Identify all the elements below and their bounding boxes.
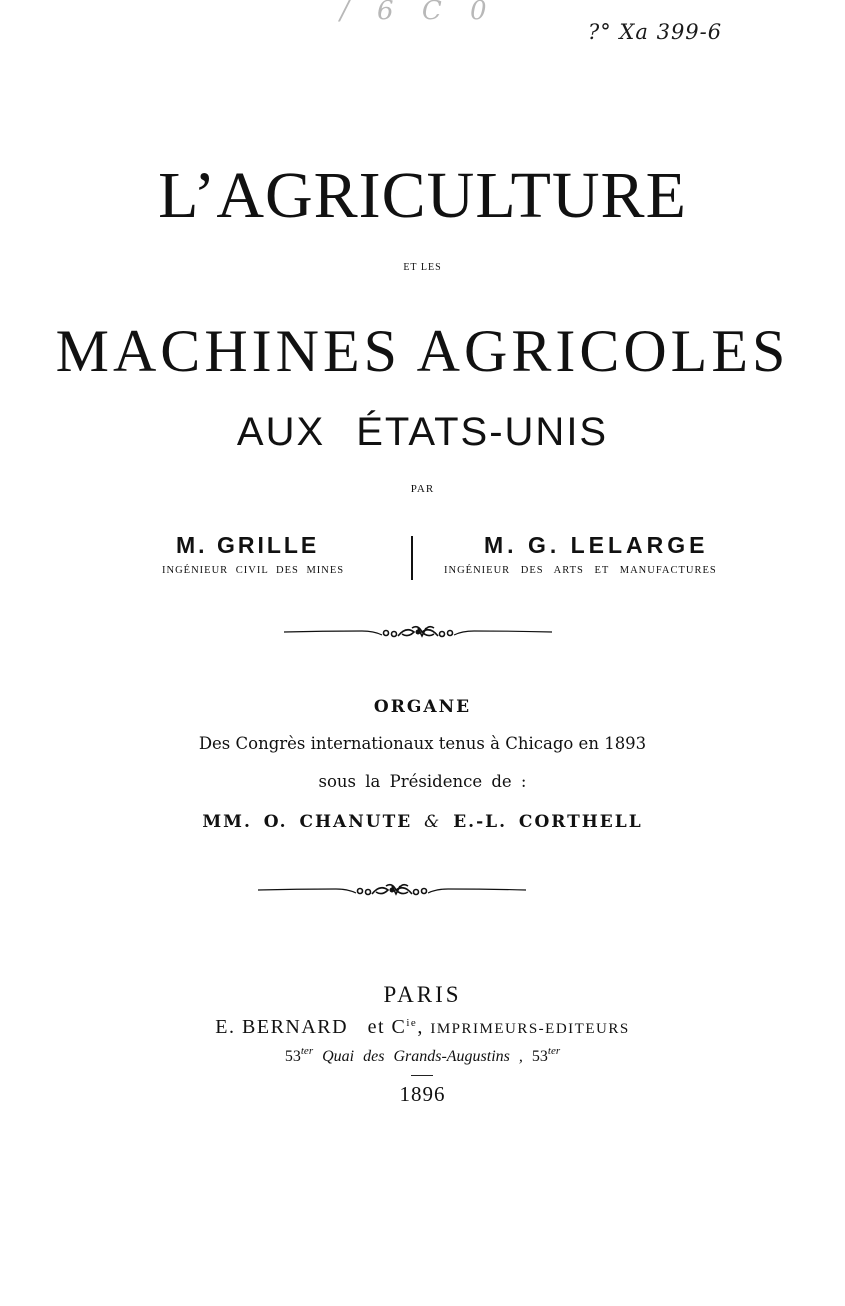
author-2-name: M. G. LELARGE: [484, 532, 709, 558]
ornament-divider-icon: [282, 622, 554, 644]
author-1-name: M. GRILLE: [176, 532, 320, 558]
handwritten-call-number: ?° Xa 399-6: [588, 20, 723, 44]
by-label: PAR: [410, 483, 435, 495]
publisher-company: $C^{ie}$,: [391, 1016, 424, 1038]
president-corthell: E.-L. CORTHELL: [453, 812, 643, 832]
author-1-role: INGÉNIEUR CIVIL DES MINES: [162, 565, 345, 576]
publisher-line: [0, 1016, 845, 1039]
title-line-2: MACHINES AGRICOLES: [55, 318, 790, 384]
presidency-line: sous la Présidence de :: [318, 772, 527, 791]
publisher-name: E. BERNARD: [215, 1016, 349, 1038]
author-2-role: INGÉNIEUR DES ARTS ET MANUFACTURES: [444, 565, 717, 576]
publisher-et: et: [367, 1016, 386, 1038]
organ-label: ORGANE: [373, 697, 472, 717]
imprint-city: PARIS: [383, 982, 462, 1007]
title-connector: ET LES: [403, 262, 442, 273]
publisher-address: $53^{ter}$ Quai des Grands-Augustins , $53^{ter}$: [284, 1045, 561, 1065]
title-line-1: L’AGRICULTURE: [158, 159, 687, 232]
authors-divider: [411, 536, 413, 580]
presidents-line: [0, 812, 845, 832]
handwritten-faint-mark: / 6 C 0: [340, 0, 497, 26]
address-street: Quai des Grands-Augustins ,: [322, 1048, 523, 1065]
publisher-role: IMPRIMEURS-EDITEURS: [430, 1021, 630, 1037]
congress-line: Des Congrès internationaux tenus à Chicago en 1893: [198, 734, 647, 753]
publication-year: 1896: [399, 1082, 446, 1106]
title-line-3: AUX ÉTATS-UNIS: [236, 410, 609, 454]
year-rule: [411, 1075, 433, 1076]
president-chanute: MM. O. CHANUTE: [202, 812, 413, 832]
ampersand: &: [424, 812, 442, 832]
ornament-divider-icon: [256, 880, 528, 902]
